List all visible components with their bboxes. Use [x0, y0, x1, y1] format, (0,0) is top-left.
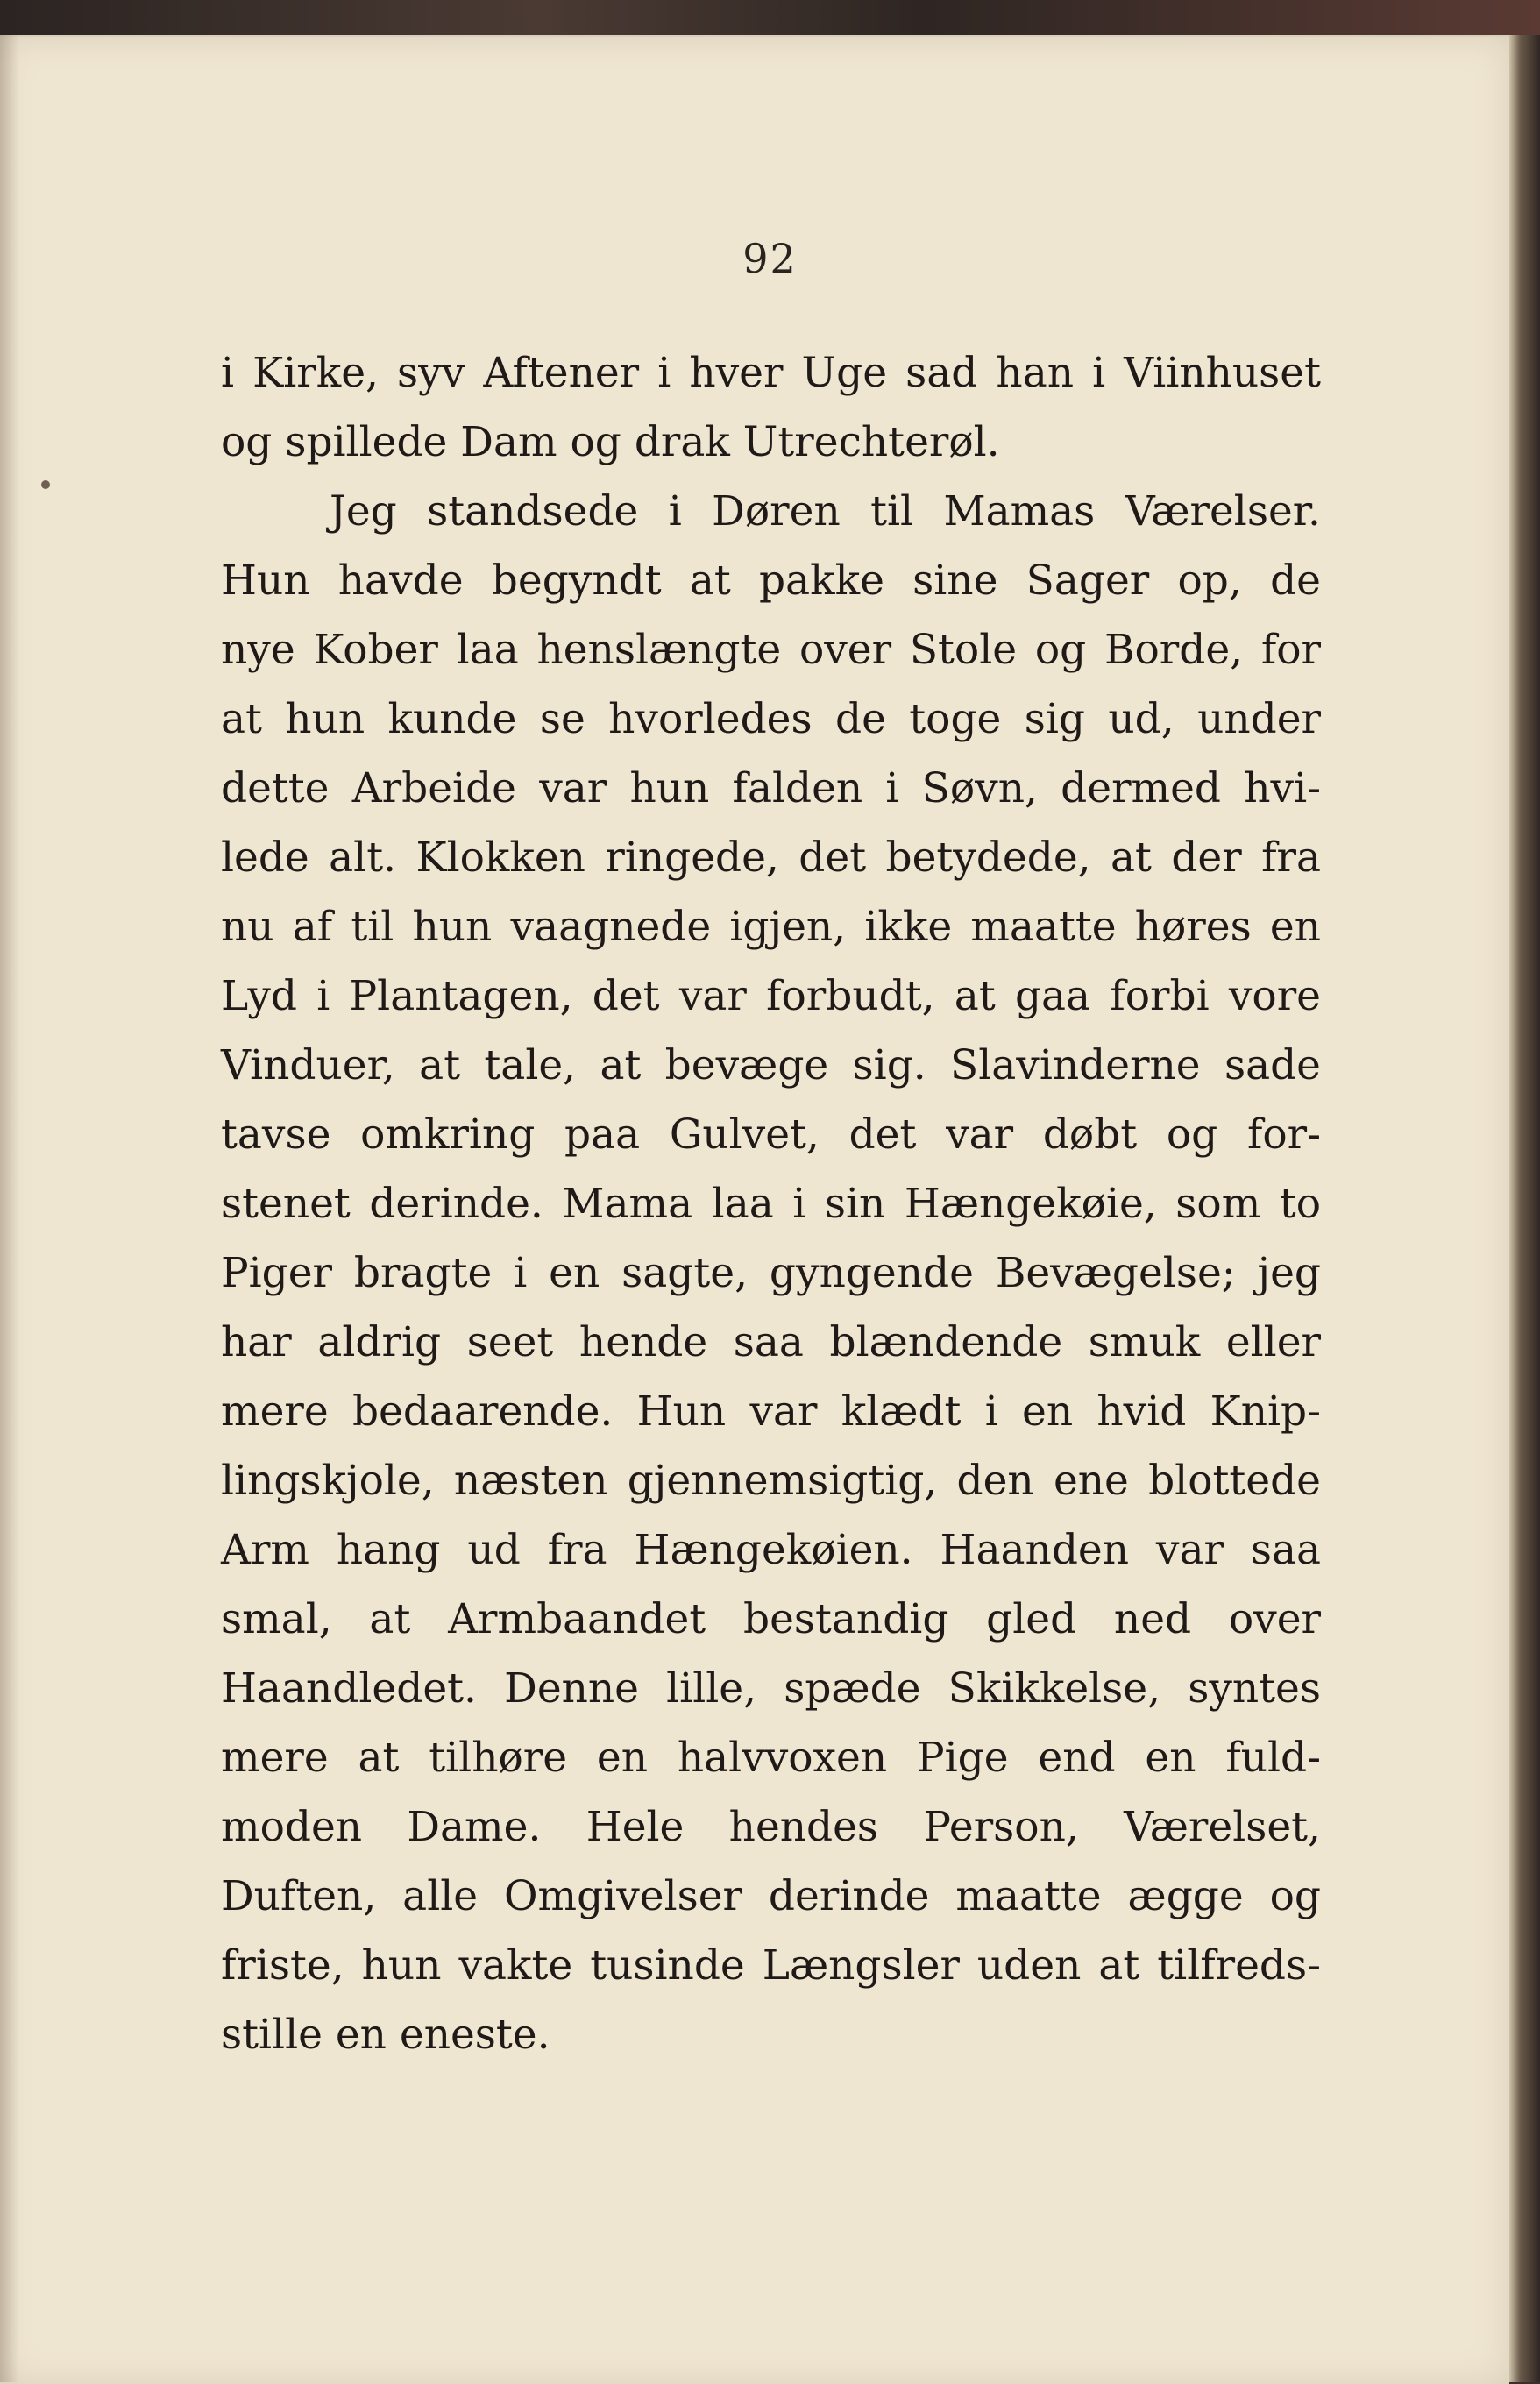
text-line: smal, at Armbaandet bestandig gled ned over: [221, 1595, 1321, 1643]
text-line: Haandledet. Denne lille, spæde Skikkelse, syntes: [221, 1664, 1321, 1713]
text-line: stenet derinde. Mama laa i sin Hængekøie, som to: [221, 1180, 1321, 1228]
text-line: Arm hang ud fra Hængekøien. Haanden var saa: [221, 1526, 1321, 1574]
text-line: at hun kunde se hvorledes de toge sig ud, under: [221, 695, 1321, 743]
text-line: Lyd i Plantagen, det var forbudt, at gaa forbi vore: [221, 972, 1321, 1020]
text-line: dette Arbeide var hun falden i Søvn, dermed hvi-: [221, 764, 1321, 812]
text-line: i Kirke, syv Aftener i hver Uge sad han i Viinhuset: [221, 349, 1321, 397]
text-line: nye Kober laa henslængte over Stole og Borde, for: [221, 626, 1321, 674]
text-line: mere bedaarende. Hun var klædt i en hvid Knip-: [221, 1387, 1321, 1436]
book-right-edge: [1509, 35, 1540, 2382]
text-line: lingskjole, næsten gjennemsigtig, den ene blottede: [221, 1457, 1321, 1505]
page-number: 92: [742, 235, 798, 282]
text-line: moden Dame. Hele hendes Person, Værelset,: [221, 1803, 1321, 1851]
text-line: stille en eneste.: [221, 2011, 550, 2059]
text-line: Piger bragte i en sagte, gyngende Bevægelse; jeg: [221, 1249, 1321, 1297]
text-line: friste, hun vakte tusinde Længsler uden at tilfreds-: [221, 1941, 1321, 1990]
body-text: [221, 338, 1321, 2069]
text-line: har aldrig seet hende saa blændende smuk eller: [221, 1318, 1321, 1366]
text-line: Hun havde begyndt at pakke sine Sager op, de: [221, 557, 1321, 605]
text-line: tavse omkring paa Gulvet, det var døbt og for-: [221, 1110, 1321, 1159]
text-line: nu af til hun vaagnede igjen, ikke maatte høres en: [221, 903, 1321, 951]
page-gutter-shadow: [0, 35, 19, 2382]
text-line: mere at tilhøre en halvvoxen Pige end en fuld-: [221, 1734, 1321, 1782]
ink-speck: [41, 480, 50, 489]
text-line: Duften, alle Omgivelser derinde maatte ægge og: [221, 1872, 1321, 1920]
text-line: Vinduer, at tale, at bevæge sig. Slavinderne sade: [221, 1041, 1321, 1089]
text-line: Jeg standsede i Døren til Mamas Værelser.: [330, 487, 1321, 536]
text-line: og spillede Dam og drak Utrechterøl.: [221, 418, 1000, 466]
text-line: lede alt. Klokken ringede, det betydede, at der fra: [221, 834, 1321, 882]
